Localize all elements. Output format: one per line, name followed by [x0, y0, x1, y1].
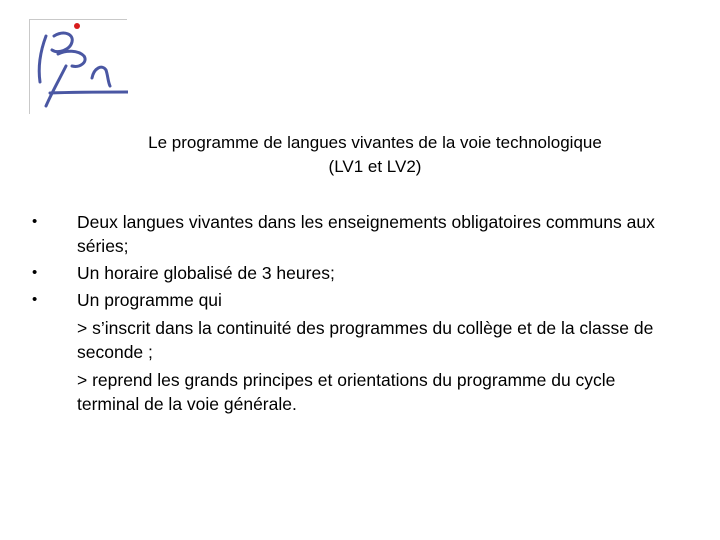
bullet-text: Deux langues vivantes dans les enseignements obligatoires communs aux séries;	[77, 212, 655, 256]
sub-item-text: > reprend les grands principes et orientations du programme du cycle terminal de la voie générale.	[77, 370, 616, 414]
bullet-text: Un horaire globalisé de 3 heures;	[77, 263, 335, 283]
sub-item-text: > s’inscrit dans la continuité des programmes du collège et de la classe de seconde ;	[77, 318, 654, 362]
list-item	[28, 288, 678, 416]
bullet-icon: •	[32, 213, 38, 230]
logo-strokes	[39, 33, 128, 106]
bullet-list	[28, 210, 678, 419]
igen-logo-icon	[30, 20, 128, 115]
bullet-icon: •	[32, 264, 38, 281]
list-item	[28, 261, 678, 285]
list-item	[28, 210, 678, 258]
slide-title	[70, 131, 680, 179]
bullet-icon: •	[32, 291, 38, 308]
title-line-1: Le programme de langues vivantes de la voie technologique	[148, 133, 602, 152]
bullet-text: Un programme qui	[77, 290, 222, 310]
igen-logo	[29, 19, 127, 114]
logo-dot	[74, 23, 80, 29]
title-line-2: (LV1 et LV2)	[328, 157, 422, 176]
